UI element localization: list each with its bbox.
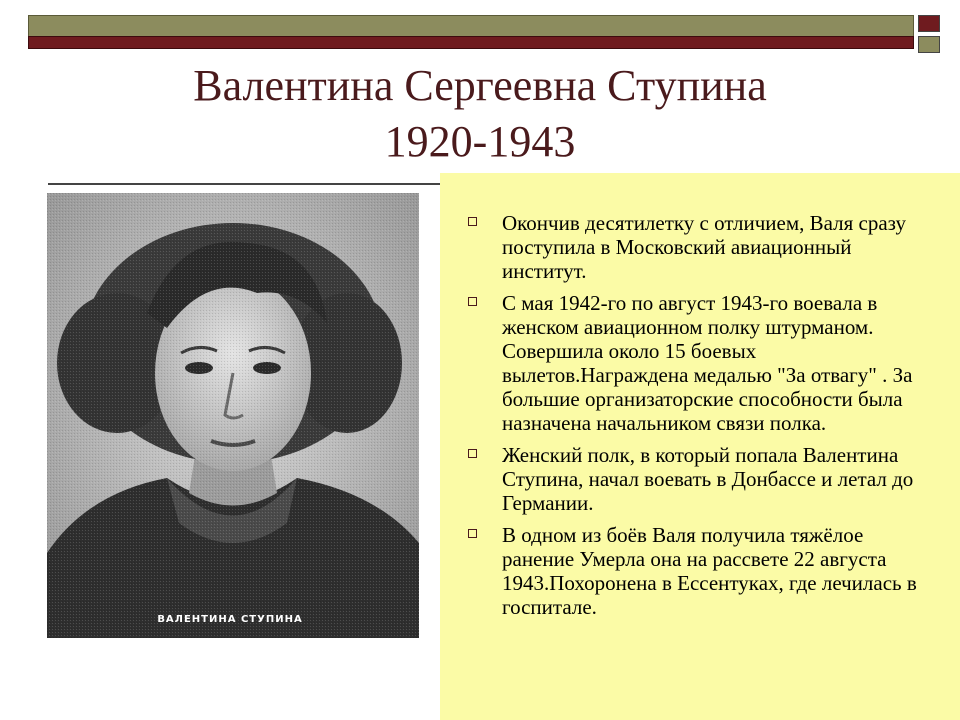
slide-title-years: 1920-1943 bbox=[384, 117, 576, 166]
hollow-square-icon bbox=[468, 449, 477, 458]
bullet-list bbox=[456, 211, 936, 619]
bullet-item bbox=[456, 443, 936, 515]
bullet-item bbox=[456, 211, 936, 283]
bullet-text: Женский полк, в который попала Валентина Ступина, начал воевать в Донбассе и летал до Германии. bbox=[502, 443, 914, 515]
bullet-text: С мая 1942-го по август 1943-го воевала в женском авиационном полку штурманом. Совершила около 15 боевых вылетов.Награждена медалью "За отвагу" . За большие организаторские способности была назначена начальником связи полка. bbox=[502, 291, 913, 435]
hollow-square-icon bbox=[468, 297, 477, 306]
text-panel bbox=[440, 173, 960, 720]
hollow-square-icon bbox=[468, 217, 477, 226]
bullet-item bbox=[456, 291, 936, 435]
corner-decor-square-olive bbox=[918, 36, 940, 53]
bullet-item bbox=[456, 523, 936, 619]
hollow-square-icon bbox=[468, 529, 477, 538]
corner-decor-square-red bbox=[918, 15, 940, 32]
title-divider bbox=[48, 183, 470, 185]
slide-title-name: Валентина Сергеевна Ступина bbox=[193, 61, 767, 110]
top-decor-bar-olive bbox=[28, 15, 914, 37]
slide-title bbox=[40, 58, 920, 170]
top-decor-bar-red bbox=[28, 36, 914, 49]
bullet-text: В одном из боёв Валя получила тяжёлое ранение Умерла она на рассвете 22 августа 1943.Похоронена в Ессентуках, где лечилась в госпитале. bbox=[502, 523, 917, 619]
photo-caption: ВАЛЕНТИНА СТУПИНА bbox=[157, 614, 303, 625]
bullet-text: Окончив десятилетку с отличием, Валя сразу поступила в Московский авиационный институт. bbox=[502, 211, 907, 283]
portrait-photo bbox=[47, 193, 419, 638]
